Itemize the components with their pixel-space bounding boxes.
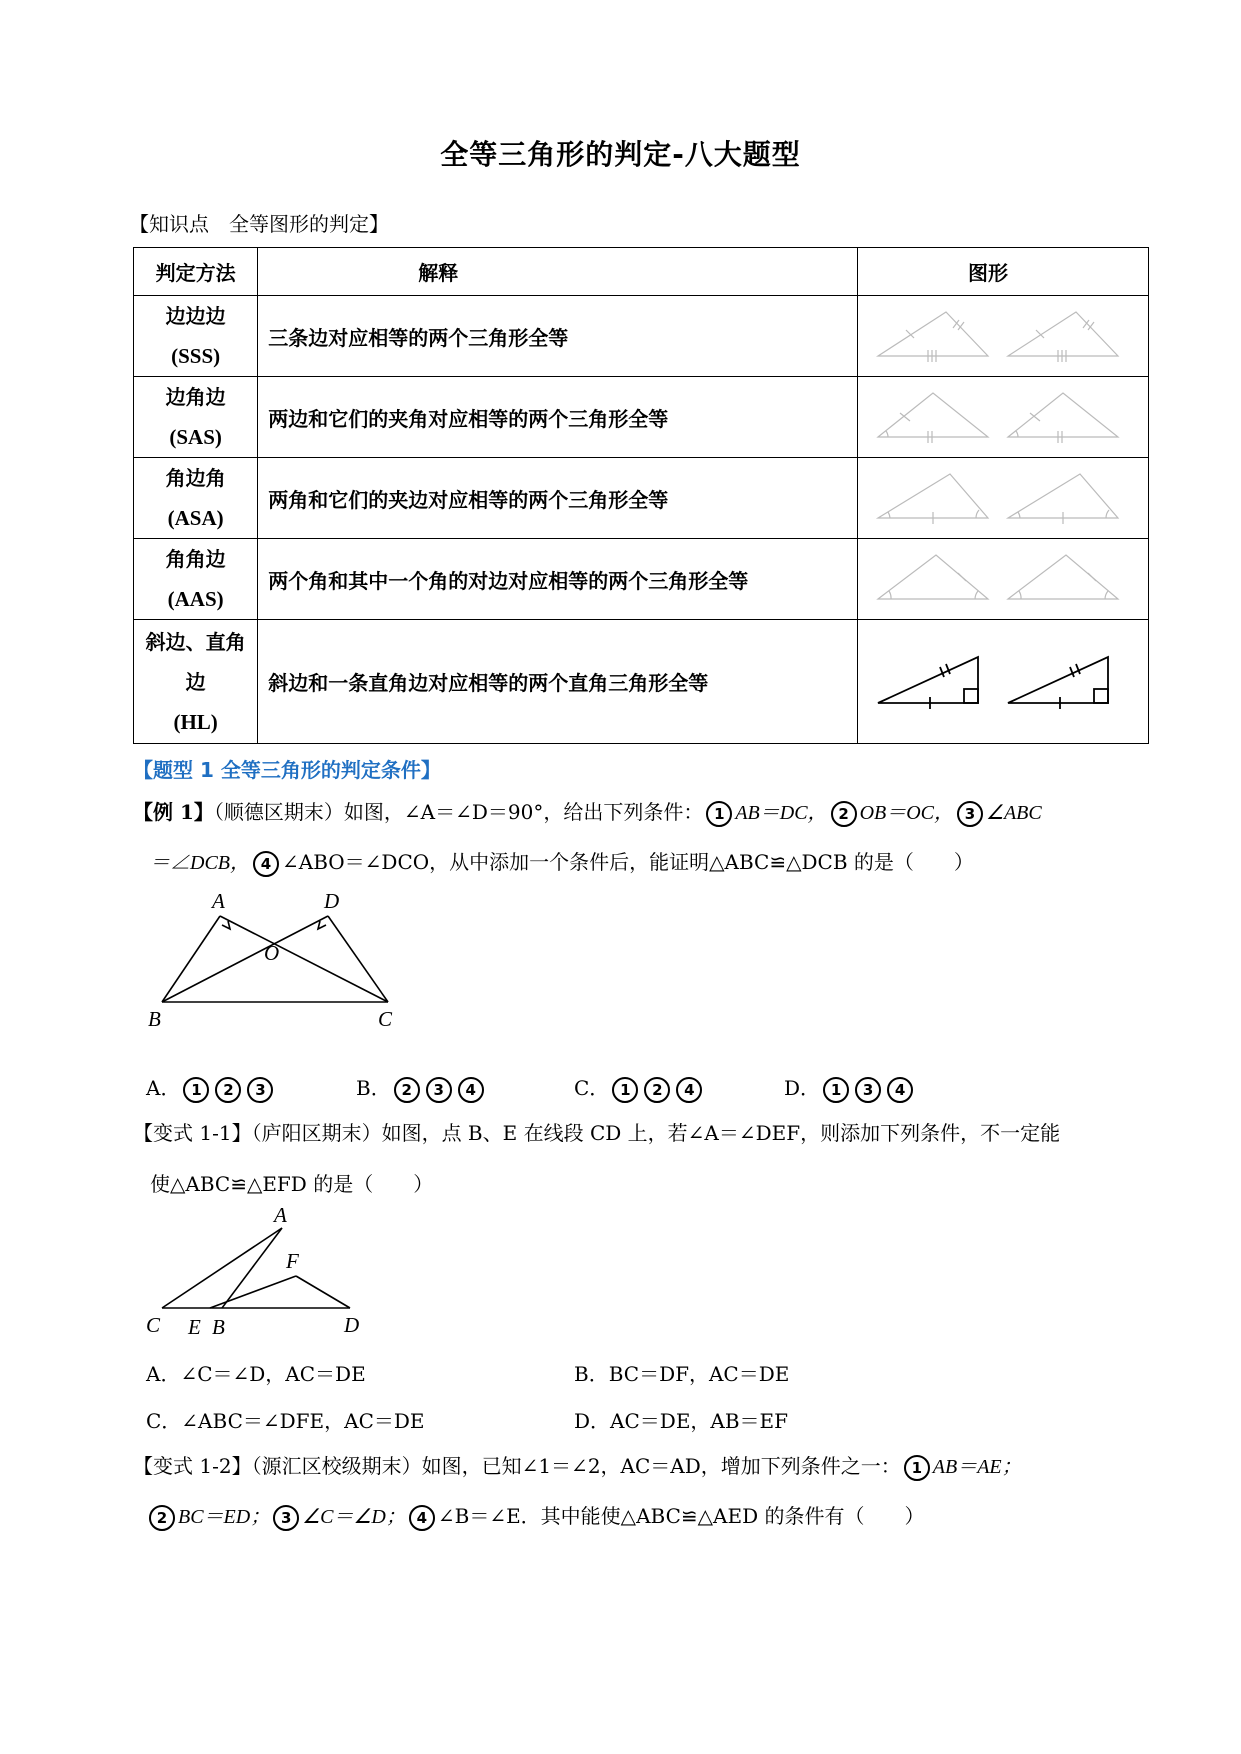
page-title: 全等三角形的判定-八大题型	[440, 138, 801, 171]
example-1-figure	[140, 880, 410, 1040]
desc-asa: 两角和它们的夹边对应相等的两个三角形全等	[258, 458, 858, 539]
method-sas: 边角边 (SAS)	[134, 377, 258, 458]
variant-1-1-figure	[140, 1200, 380, 1340]
svg-text:A: A	[274, 1203, 287, 1227]
variant-1-1-line-1: 【变式 1-1】（庐阳区期末）如图，点 B、E 在线段 CD 上，若∠A＝∠DEF，则添加下列条件，不一定能	[133, 1121, 1061, 1145]
svg-text:F: F	[286, 1249, 299, 1273]
desc-aas: 两个角和其中一个角的对边对应相等的两个三角形全等	[258, 539, 858, 620]
svg-text:E: E	[188, 1315, 201, 1339]
method-hl: 斜边、直角边 (HL)	[134, 620, 258, 744]
example-1-line-2: ＝∠DCB， 4 ∠ABO＝∠DCO，从中添加一个条件后，能证明△ABC≌△DCB 的是（ ）	[150, 846, 974, 877]
ex1-option-b: B． 2 3 4	[356, 1072, 487, 1103]
svg-text:A: A	[212, 889, 225, 913]
knowledge-heading: 【知识点 全等图形的判定】	[129, 212, 389, 236]
svg-text:D: D	[344, 1313, 360, 1337]
variant-1-2-line-1: 【变式 1-2】（源汇区校级期末）如图，已知∠1＝∠2，AC＝AD，增加下列条件之一： 1 AB＝AE；	[133, 1450, 1022, 1481]
ex1-option-d: D． 1 3 4	[784, 1072, 916, 1103]
desc-sss: 三条边对应相等的两个三角形全等	[258, 296, 858, 377]
desc-hl: 斜边和一条直角边对应相等的两个直角三角形全等	[258, 620, 858, 744]
var11-option-b: B．BC＝DF，AC＝DE	[574, 1362, 790, 1386]
variant-1-1-line-2: 使△ABC≌△EFD 的是（ ）	[150, 1172, 434, 1196]
var11-option-d: D．AC＝DE，AB＝EF	[574, 1409, 789, 1433]
header-explain: 解释	[258, 248, 858, 296]
example-1-line-1: 【例 1】（顺德区期末）如图，∠A＝∠D＝90°，给出下列条件： 1 AB＝DC， 2 OB＝OC， 3 ∠ABC	[133, 796, 1042, 827]
figure-hl	[858, 620, 1149, 744]
svg-text:B: B	[212, 1315, 225, 1339]
criteria-table	[133, 247, 1149, 744]
method-aas: 角角边 (AAS)	[134, 539, 258, 620]
desc-sas: 两边和它们的夹角对应相等的两个三角形全等	[258, 377, 858, 458]
figure-sas	[858, 377, 1149, 458]
figure-asa	[858, 458, 1149, 539]
header-figure: 图形	[858, 248, 1149, 296]
header-method: 判定方法	[134, 248, 258, 296]
figure-aas	[858, 539, 1149, 620]
var11-option-a: A．∠C＝∠D，AC＝DE	[146, 1362, 366, 1386]
ex1-option-a: A． 1 2 3	[146, 1072, 276, 1103]
variant-1-2-line-2: 2 BC＝ED； 3 ∠C＝∠D； 4 ∠B＝∠E．其中能使△ABC≌△AED 的条件有（ ）	[146, 1500, 924, 1531]
svg-text:D: D	[324, 889, 340, 913]
svg-text:C: C	[378, 1007, 393, 1031]
section-1-heading: 【题型 1 全等三角形的判定条件】	[133, 758, 441, 782]
svg-text:B: B	[148, 1007, 161, 1031]
svg-text:C: C	[146, 1313, 161, 1337]
var11-option-c: C．∠ABC＝∠DFE，AC＝DE	[146, 1409, 425, 1433]
figure-sss	[858, 296, 1149, 377]
method-sss: 边边边 (SSS)	[134, 296, 258, 377]
method-asa: 角边角 (ASA)	[134, 458, 258, 539]
svg-text:O: O	[264, 941, 280, 965]
ex1-option-c: C． 1 2 4	[574, 1072, 705, 1103]
